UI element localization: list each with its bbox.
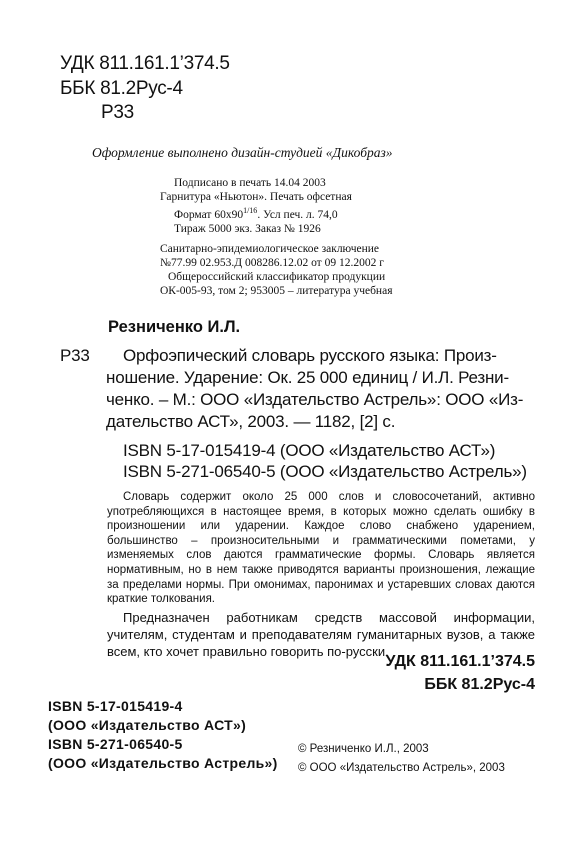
author-heading: Резниченко И.Л. — [108, 318, 241, 336]
imprint-line: №77.99 02.953.Д 008286.12.02 от 09 12.2002 г — [160, 256, 384, 269]
isbn-bottom-block — [48, 697, 278, 773]
imprint-format: Формат 60x90 — [174, 208, 244, 221]
bib-line: Орфоэпический словарь русского языка: Произ- — [123, 346, 497, 365]
copyright-line: © Резниченко И.Л., 2003 — [298, 743, 429, 755]
udk-code-top: УДК 811.161.1’374.5 — [60, 53, 230, 74]
isbn-description — [123, 440, 527, 482]
isbn-bottom-line: (ООО «Издательство АСТ») — [48, 717, 247, 733]
isbn-line: ISBN 5-17-015419-4 (ООО «Издательство АСТ») — [123, 441, 496, 460]
bib-line: ченко. – М.: ООО «Издательство Астрель»: ООО «Из- — [106, 390, 524, 409]
author-mark-top: Р33 — [101, 102, 134, 123]
annotation-paragraph: Словарь содержит около 25 000 слов и словосочетаний, активно употребляющихся в настоящее время, в которых можно сделать ошибку в произношении или ударении. Каждое слово снабжено ударением, большинство – произносительными и грамматическими пометами, у изменяемых слов даются грамматические формы. Словарь является нормативным, но в нем также приводятся варианты произношения, лежащие за пределами нормы. При омонимах, паронимах и устаревших словах даются краткие толкования. — [107, 491, 535, 606]
bibliographic-description — [106, 345, 524, 433]
isbn-bottom-line: ISBN 5-271-06540-5 — [48, 736, 183, 752]
imprint-line: Общероссийский классификатор продукции — [168, 270, 386, 283]
imprint-line: Подписано в печать 14.04 2003 — [174, 177, 326, 189]
bib-line: дательство АСТ», 2003. — 1182, [2] с. — [106, 412, 396, 431]
imprint-block — [160, 176, 392, 298]
udk-code-bottom: УДК 811.161.1’374.5 — [385, 653, 535, 670]
imprint-format-fraction: 1/16 — [243, 206, 258, 215]
imprint-line: ОК-005-93, том 2; 953005 – литература учебная — [160, 284, 393, 297]
author-mark: Р33 — [60, 346, 90, 365]
bbk-code-top: ББК 81.2Рус-4 — [60, 78, 183, 99]
imprint-line: Тираж 5000 экз. Заказ № 1926 — [174, 222, 321, 235]
annotation-paragraph: Предназначен работникам средств массовой информации, учителям, студентам и преподавателям гуманитарных вузов, а также всем, кто хочет правильно говорить по-русски. — [107, 609, 535, 659]
imprint-line: Гарнитура «Ньютон». Печать офсетная — [160, 191, 352, 203]
annotation — [107, 490, 535, 660]
bib-line: ношение. Ударение: Ок. 25 000 единиц / И.Л. Резни- — [106, 368, 509, 387]
isbn-bottom-line: ISBN 5-17-015419-4 — [48, 698, 183, 714]
design-credit: Оформление выполнено дизайн-студией «Дикобраз» — [92, 145, 393, 160]
copyright-line: © ООО «Издательство Астрель», 2003 — [298, 762, 505, 774]
bbk-code-bottom: ББК 81.2Рус-4 — [424, 676, 535, 693]
copyright-block — [298, 740, 505, 778]
imprint-line — [160, 204, 392, 222]
isbn-line: ISBN 5-271-06540-5 (ООО «Издательство Астрель») — [123, 462, 527, 481]
imprint-print-sheets: . Усл печ. л. 74,0 — [257, 208, 338, 221]
isbn-bottom-line: (ООО «Издательство Астрель») — [48, 755, 278, 771]
imprint-line: Санитарно-эпидемиологическое заключение — [160, 242, 380, 255]
